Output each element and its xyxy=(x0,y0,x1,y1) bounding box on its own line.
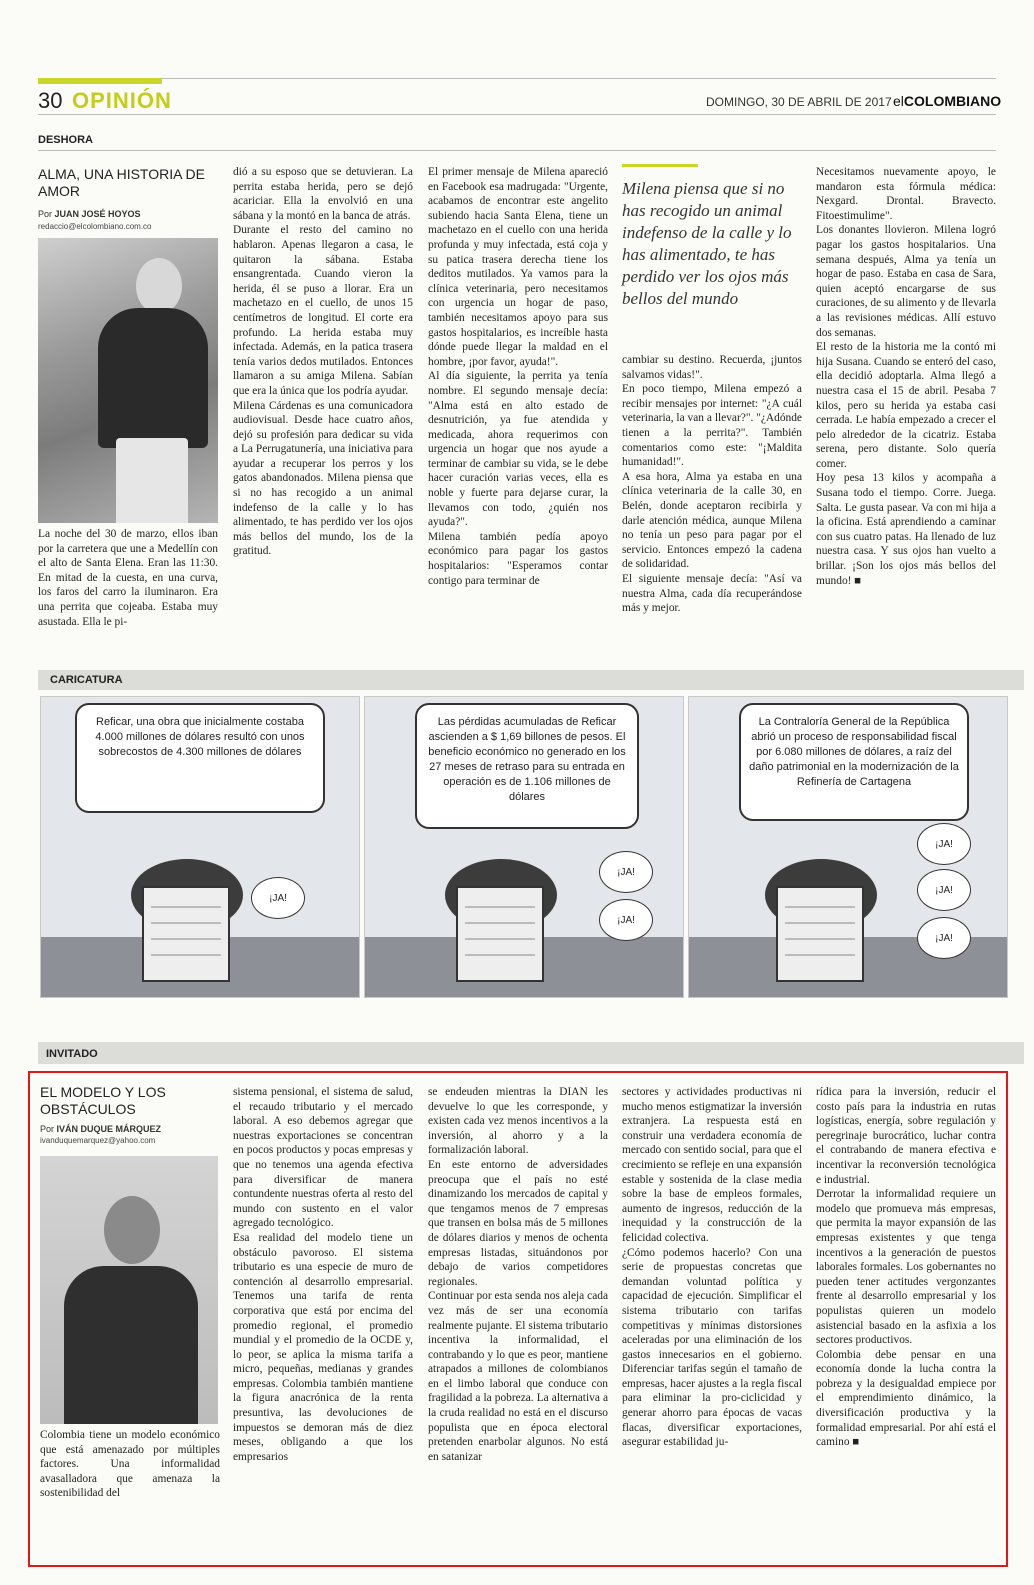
section-accent-bar xyxy=(38,78,162,84)
column-label: DESHORA xyxy=(38,134,94,146)
article-title: ALMA, UNA HISTORIA DE AMOR xyxy=(38,166,206,199)
byline-prefix: Por xyxy=(38,209,55,219)
cartoon-panel-3 xyxy=(688,696,1008,998)
laugh-bubble: ¡JA! xyxy=(599,851,653,893)
pull-quote: Milena piensa que si no has recogido un animal indefenso de la calle y lo has alimentado, te has perdido ver los ojos más bellos del mundo xyxy=(622,179,792,308)
newspaper-reader-icon xyxy=(115,847,255,987)
laugh-bubble: ¡JA! xyxy=(917,869,971,911)
newspaper-reader-icon xyxy=(429,847,569,987)
caricatura-label: CARICATURA xyxy=(50,674,123,686)
author-name: JUAN JOSÉ HOYOS xyxy=(54,209,141,219)
laugh-bubble: ¡JA! xyxy=(917,823,971,865)
article-column-4: cambiar su destino. Recuerda, ¡juntos salvamos vidas!". En poco tiempo, Milena empezó a recibir mensajes por internet: "¿A cuál veterinaria, la van a llevar?". "¿Adónde tienen a la perrita?". También comentarios como este: "¡Maldita humanidad!". A esa hora, Alma ya estaba en una clínica veterinaria de la calle 30, en Belén, donde aceptaron recibirla y darle atención médica, aunque Milena no tenía un peso para pagar por el servicio. Entonces empezó la cadena de solidaridad. El siguiente mensaje decía: "Así va nuestra Alma, cada día recuperándose más y mejor. xyxy=(622,354,802,615)
speech-bubble-1: Reficar, una obra que inicialmente costaba 4.000 millones de dólares resultó con unos sobrecostos de 4.300 millones de dólares xyxy=(75,703,325,813)
author-name: IVÁN DUQUE MÁRQUEZ xyxy=(56,1124,162,1134)
guest-column-2: sistema pensional, el sistema de salud, el recaudo tributario y el mercado laboral. A eso debemos agregar que nuestras exportaciones se concentran en pocos productos y pocas empresas y que no tenemos una agenda efectiva para diversificar de manera contundente nuestras oferta al resto del mundo con sustento en el valor agregado tecnológico. Esa realidad del modelo tiene un obstáculo pavoroso. El sistema tributario es una especie de muro de contención al desarrollo empresarial. Tenemos una tarifa de renta corporativa que está por encima del promedio regional, el promedio mundial y el promedio de la OCDE y, lo peor, se aplica la misma tarifa a micro, pequeñas, medianas y grandes empresas. Colombia también mantiene la figura anacrónica de la renta presuntiva, las devoluciones de impuestos se demoran más de diez meses, obligando a que los empresarios xyxy=(233,1086,413,1463)
byline xyxy=(38,209,141,219)
newspaper-brand xyxy=(893,93,1001,109)
guest-column-1: Colombia tiene un modelo económico que está amenazado por múltiples factores. Una informalidad avasalladora que amenaza la sostenibilidad del xyxy=(40,1429,220,1500)
header-bottom-rule xyxy=(38,114,996,115)
newspaper-reader-icon xyxy=(749,847,889,987)
page-number: 30 xyxy=(38,88,63,113)
article-column-5: Necesitamos nuevamente apoyo, le mandaron esta fórmula médica: Nexgard. Drontal. Bravecto. Fitoestimulime". Los donantes llovieron. Milena logró pagar los gastos hospitalarios. Una semana después, Alma ya tenía un hogar de paso. Estaba en casa de Sara, quien aceptó encargarse de sus curaciones, de su alimento y de llevarla a las revisiones médicas. Allí estuvo dos semanas. El resto de la historia me la contó mi hija Susana. Cuando se enteró del caso, ella decidió adoptarla. Alma llegó a nuestra casa el 15 de abril. Pesaba 7 kilos, pero su herida ya estaba casi cerrada. Le había empezado a crecer el pelo alrededor de la cicatriz. Estaba serena, pero distante. Solo quería comer. Hoy pesa 13 kilos y acompaña a Susana todo el tiempo. Corre. Juega. Salta. Le gusta pasear. Va con mi hija a la oficina. Está aprendiendo a caminar con sus cuatro patas. Ha llenado de luz nuestra casa. Y sus ojos han vuelto a brillar. ¡Son los ojos más bellos del mundo! ■ xyxy=(816,166,996,587)
laugh-bubble: ¡JA! xyxy=(917,917,971,959)
guest-article-title: EL MODELO Y LOS OBSTÁCULOS xyxy=(40,1084,166,1117)
laugh-bubble: ¡JA! xyxy=(599,899,653,941)
speech-bubble-3: La Contraloría General de la República abrió un proceso de responsabilidad fiscal por 6.080 millones de dólares, a raíz del daño patrimonial en la modernización de la Refinería de Cartagena xyxy=(739,703,969,821)
column-label-rule xyxy=(38,150,996,151)
header-rule xyxy=(38,78,996,79)
caricatura-band xyxy=(38,670,1024,690)
pull-quote-bar xyxy=(622,164,698,167)
guest-column-4: sectores y actividades productivas ni mucho menos estigmatizar la inversión extranjera. La respuesta está en construir una verdadera economía de mercado con sentido social, para que el crecimiento se refleje en una expansión estable y sostenida de la clase media sobre la base de empleos formales, aumento de ingresos, reducción de la inequidad y la construcción de la felicidad colectiva. ¿Cómo podemos hacerlo? Con una serie de propuestas concretas que demandan voluntad política y capacidad de ejecución. Simplificar el sistema tributario con tarifas competitivas y mínimas distorsiones aceleradas por una eliminación de los gastos innecesarios en el gobierno. Diferenciar tarifas según el tamaño de empresas, hacer ajustes a la regla fiscal para eliminar la pro-ciclicidad y generar ahorro para épocas de vacas flacas, diversificar exportaciones, asegurar estabilidad ju- xyxy=(622,1086,802,1449)
invitado-band xyxy=(38,1042,1024,1064)
cartoon-panel-2 xyxy=(364,696,684,998)
author-email: redaccio@elcolombiano.com.co xyxy=(38,222,152,231)
guest-author-photo xyxy=(40,1156,218,1424)
brand-prefix: el xyxy=(893,93,904,109)
author-photo xyxy=(38,238,218,523)
guest-column-3: se endeuden mientras la DIAN les devuelve lo que les corresponde, y existen cada vez menos incentivos a la inversión, al ahorro y a la formalización laboral. En este entorno de adversidades preocupa que el país no esté dinamizando los mercados de capital y que tengamos menos de 7 empresas que transen en bolsa más de 5 millones de dólares diarios y menos de ochenta empresas listadas, situándonos por debajo de varios competidores regionales. Continuar por esta senda nos aleja cada vez más de ser una economía realmente pujante. El sistema tributario incentiva la informalidad, el contrabando y lo que es peor, mantiene atrapados a millones de colombianos en el limbo laboral que conduce con fragilidad a la pobreza. La alternativa a la cruda realidad no está en el discurso populista que en época electoral pretenden enarbolar algunos. No está en satanizar xyxy=(428,1086,608,1463)
guest-byline xyxy=(40,1124,161,1134)
laugh-bubble: ¡JA! xyxy=(251,877,305,919)
guest-column-5: rídica para la inversión, reducir el costo país para la industria en rutas logísticas, energía, sobre regulación y peregrinaje burocrático, luchar contra el contrabando de manera efectiva e incentivar la reconversión tecnológica e industrial. Derrotar la informalidad requiere un modelo que promueva más empresas, que permita la mayor expansión de las empresas existentes y que tenga incentivos a la generación de puestos laborales formales. Los gobernantes no pueden tener actitudes vergonzantes frente al desarrollo empresarial y los populistas quieren un modelo asistencial basado en la asfixia a los sectores productivos. Colombia debe pensar en una economía donde la lucha contra la pobreza y la desigualdad empiece por el emprendimiento dinámico, la diversificación productiva y la formalidad empresarial. Por ahí está el camino ■ xyxy=(816,1086,996,1449)
speech-bubble-2: Las pérdidas acumuladas de Reficar ascienden a $ 1,69 billones de pesos. El beneficio económico no generado en los 27 meses de retraso para su entrada en operación es de 1.106 millones de dólares xyxy=(415,703,639,829)
brand-name: COLOMBIANO xyxy=(903,93,1002,109)
section-title: OPINIÓN xyxy=(72,88,172,113)
invitado-label: INVITADO xyxy=(46,1048,98,1060)
cartoon-panel-1 xyxy=(40,696,360,998)
issue-date: DOMINGO, 30 DE ABRIL DE 2017 xyxy=(706,95,892,109)
byline-prefix: Por xyxy=(40,1124,57,1134)
guest-author-email: ivanduquemarquez@yahoo.com xyxy=(40,1136,156,1145)
article-column-3: El primer mensaje de Milena apareció en Facebook esa madrugada: "Urgente, acabamos de encontrar este angelito subiendo hacia Santa Elena, tiene un machetazo en el cuello con una herida profunda y muy infectada, está coja y su patica trasera derecha tiene los deditos mutilados. Ya vamos para la clínica veterinaria, pero necesitamos con urgencia un hogar de paso, también necesitamos apoyo para sus gastos hospitalarios, es increíble hasta dónde puede llegar la maldad en el hombre, ¡por favor, ayuda!". Al día siguiente, la perrita ya tenía nombre. El segundo mensaje decía: "Alma está en alto estado de desnutrición, ya fue atendida y medicada, ahora requerimos con urgencia un hogar que nos ayude a terminar de cambiar su vida, se le debe hacer curación varias veces, ella es noble y fuerte para dejarse curar, la llevamos con todo, ¿quién nos ayuda?". Milena también pedía apoyo económico para pagar los gastos hospitalarios: "Esperamos contar contigo para terminar de xyxy=(428,166,608,587)
article-column-1: La noche del 30 de marzo, ellos iban por la carretera que une a Medellín con el alto de Santa Elena. Eran las 11:30. En mitad de la cuesta, en una curva, los faros del carro la iluminaron. Era una perrita que cojeaba. Estaba muy asustada. Ella le pi- xyxy=(38,528,218,628)
article-column-2: dió a su esposo que se detuvieran. La perrita estaba herida, pero se dejó acariciar. Ella la envolvió en una sábana y la montó en la banca de atrás. Durante el resto del camino no hablaron. Apenas llegaron a casa, le quitaron la sábana. Estaba ensangrentada. Cuando vieron la herida, él se puso a llorar. Era un machetazo en el cuello, de unos 15 centímetros de longitud. El corte era profundo. La herida estaba muy infectada. Además, en la patica trasera tenía varios dedos mutilados. Entonces llamaron a su amiga Milena. Sabían que era la única que los podría ayudar. Milena Cárdenas es una comunicadora audiovisual. Desde hace cuatro años, dejó su profesión para dedicar su vida a La Perrugatunería, una iniciativa para ayudar a recuperar los perros y los gatos abandonados. Milena piensa que si no has recogido a un animal indefenso de la calle y lo has alimentado, te has perdido ver los ojos más bellos del mundo, los de la gratitud. xyxy=(233,166,413,558)
